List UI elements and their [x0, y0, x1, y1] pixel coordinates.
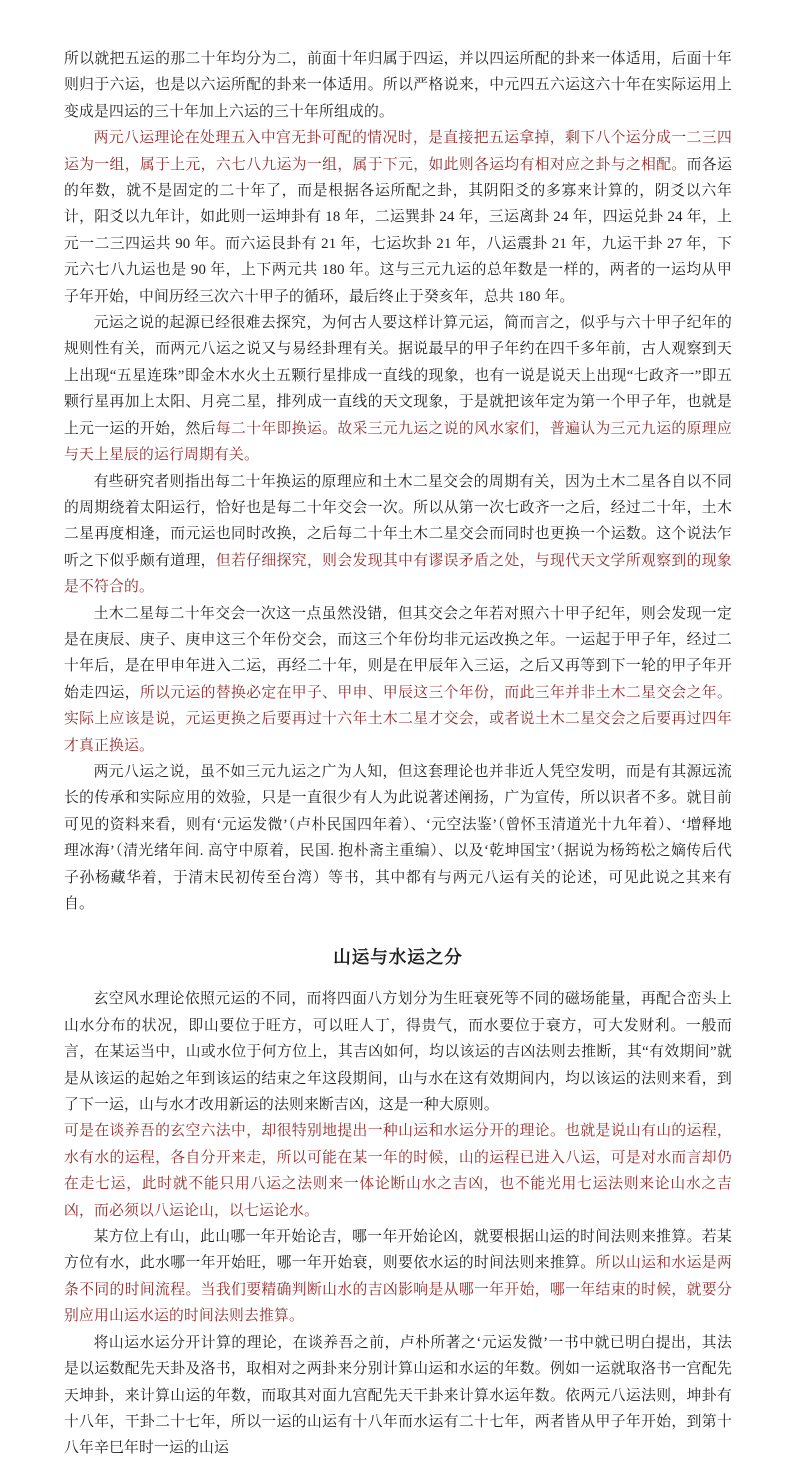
text-run-red: 所以山运和水运是两条不同的时间流程。当我们要精确判断山水的吉凶影响是从哪一年开始，哪一年结束的时候，就要分别应用山运水运的时间法则去推算。 — [64, 1255, 732, 1325]
text-run-red: 所以元运的替换必定在甲子、甲申、甲辰这三个年份，而此三年并非土木二星交会之年。实际上应该是说，元运更换之后要再过十六年土木二星才交会，或者说土木二星交会之后要再过四年才真正换运。 — [64, 684, 732, 754]
paragraph — [64, 469, 732, 601]
paragraph — [64, 310, 732, 468]
paragraph — [64, 125, 732, 310]
text-run: 两元八运之说，虽不如三元九运之广为人知，但这套理论也并非近人凭空发明，而是有其源远流长的传承和实际应用的效验，只是一直很少有人为此说著述阐扬，广为宣传，所以识者不多。就目前可见的资料来看，则有‘元运发微’（卢朴民国四年着）、‘元空法鉴’（曾怀玉清道光十九年着）、‘增释地理冰海’（清光绪年间. 高守中原着，民国. 抱朴斋主重编）、以及‘乾坤国宝’（据说为杨筠松之嫡传后代子孙杨藏华着，于清末民初传至台湾）等书，其中都有与两元八运有关的论述，可见此说之其来有自。 — [64, 763, 732, 912]
paragraph — [64, 1118, 732, 1224]
text-run: 玄空风水理论依照元运的不同，而将四面八方划分为生旺衰死等不同的磁场能量，再配合峦头上山水分布的状况，即山要位于旺方，可以旺人丁，得贵气，而水要位于衰方，可大发财利。一般而言，在某运当中，山或水位于何方位上，其吉凶如何，均以该运的吉凶法则去推断，其“有效期间”就是从该运的起始之年到该运的结束之年这段期间，山与水在这有效期间内，均以该运的法则来看，到了下一运，山与水才改用新运的法则来断吉凶，这是一种大原则。 — [64, 991, 732, 1114]
text-run: 而各运的年数，就不是固定的二十年了，而是根据各运所配之卦，其阴阳爻的多寡来计算的，阴爻以六年计，阳爻以九年计，如此则一运坤卦有 18 年，二运巽卦 24 年，三运离卦 24 年，四运兑卦 24 年，上元一二三四运共 90 年。而六运艮卦有 21 年，七运坎卦 21 年，八运震卦 21 年，九运干卦 27 年，下元六七八九运也是 90 年，上下两元共 180 年。这与三元九运的总年数是一样的，两者的一运均从甲子年开始，中间历经三次六十甲子的循环，最后终止于癸亥年，总共 180 年。 — [64, 156, 732, 305]
paragraph — [64, 1224, 732, 1330]
text-run: 土木二星每二十年交会一次这一点虽然没错，但其交会之年若对照六十甲子纪年，则会发现一定是在庚辰、庚子、庚申这三个年份交会，而这三个年份均非元运改换之年。一运起于甲子年，经过二十年后，是在甲申年进入二运，再经二十年，则是在甲辰年入三运，之后又再等到下一轮的甲子年开始走四运， — [64, 605, 732, 701]
text-run-red: 可是在谈养吾的玄空六法中，却很特别地提出一种山运和水运分开的理论。也就是说山有山的运程，水有水的运程，各自分开来走，所以可能在某一年的时候，山的运程已进入八运，可是对水而言却仍在走七运，此时就不能只用八运之法则来一体论断山水之吉凶，也不能光用七运法则来论山水之吉凶，而必须以八运论山，以七运论水。 — [64, 1123, 732, 1219]
text-run: 将山运水运分开计算的理论，在谈养吾之前，卢朴所著之‘元运发微’一书中就已明白提出，其法是以运数配先天卦及洛书，取相对之两卦来分别计算山运和水运的年数。例如一运就取洛书一宫配先天坤卦，来计算山运的年数，而取其对面九宫配先天干卦来计算水运年数。依两元八运法则，坤卦有十八年，干卦二十七年，所以一运的山运有十八年而水运有二十七年，两者皆从甲子年开始，到第十八年辛巳年时一运的山运 — [64, 1334, 732, 1457]
text-run: 元运之说的起源已经很难去探究，为何古人要这样计算元运，简而言之，似乎与六十甲子纪年的规则性有关，而两元八运之说又与易经卦理有关。据说最早的甲子年约在四千多年前，古人观察到天上出现“五星连珠”即金木水火土五颗行星排成一直线的现象，也有一说是说天上出现“七政齐一”即五颗行星再加上太阳、月亮二星，排列成一直线的天文现象，于是就把该年定为第一个甲子年，也就是上元一运的开始，然后 — [64, 315, 732, 437]
paragraph — [64, 759, 732, 917]
text-run-red: 每二十年即换运。故采三元九运之说的风水家们，普遍认为三元九运的原理应与天上星辰的运行周期有关。 — [64, 420, 732, 464]
text-run-red: 但若仔细探究，则会发现其中有谬误矛盾之处，与现代天文学所观察到的现象是不符合的。 — [64, 552, 732, 596]
paragraph — [64, 46, 732, 125]
text-run-red: 两元八运理论在处理五入中宫无卦可配的情况时，是直接把五运拿掉，剩下八个运分成一二三四运为一组，属于上元，六七八九运为一组，属于下元，如此则各运均有相对应之卦与之相配。 — [64, 130, 732, 173]
text-run: 所以就把五运的那二十年均分为二，前面十年归属于四运，并以四运所配的卦来一体适用，后面十年则归于六运，也是以六运所配的卦来一体适用。所以严格说来，中元四五六运这六十年在实际运用上变成是四运的三十年加上六运的三十年所组成的。 — [64, 51, 732, 120]
paragraph — [64, 1330, 732, 1462]
paragraph — [64, 986, 732, 1118]
text-run: 有些研究者则指出每二十年换运的原理应和土木二星交会的周期有关，因为土木二星各自以不同的周期绕着太阳运行，恰好也是每二十年交会一次。所以从第一次七政齐一之后，经过二十年，土木二星再度相逢，而元运也同时改换，之后每二十年土木二星交会而同时也更换一个运数。这个说法乍听之下似乎颇有道理， — [64, 473, 732, 569]
text-run: 某方位上有山，此山哪一年开始论吉，哪一年开始论凶，就要根据山运的时间法则来推算。若某方位有水，此水哪一年开始旺，哪一年开始衰，则要依水运的时间法则来推算。 — [64, 1229, 732, 1272]
section-heading: 山运与水运之分 — [333, 947, 463, 968]
paragraph — [64, 601, 732, 759]
